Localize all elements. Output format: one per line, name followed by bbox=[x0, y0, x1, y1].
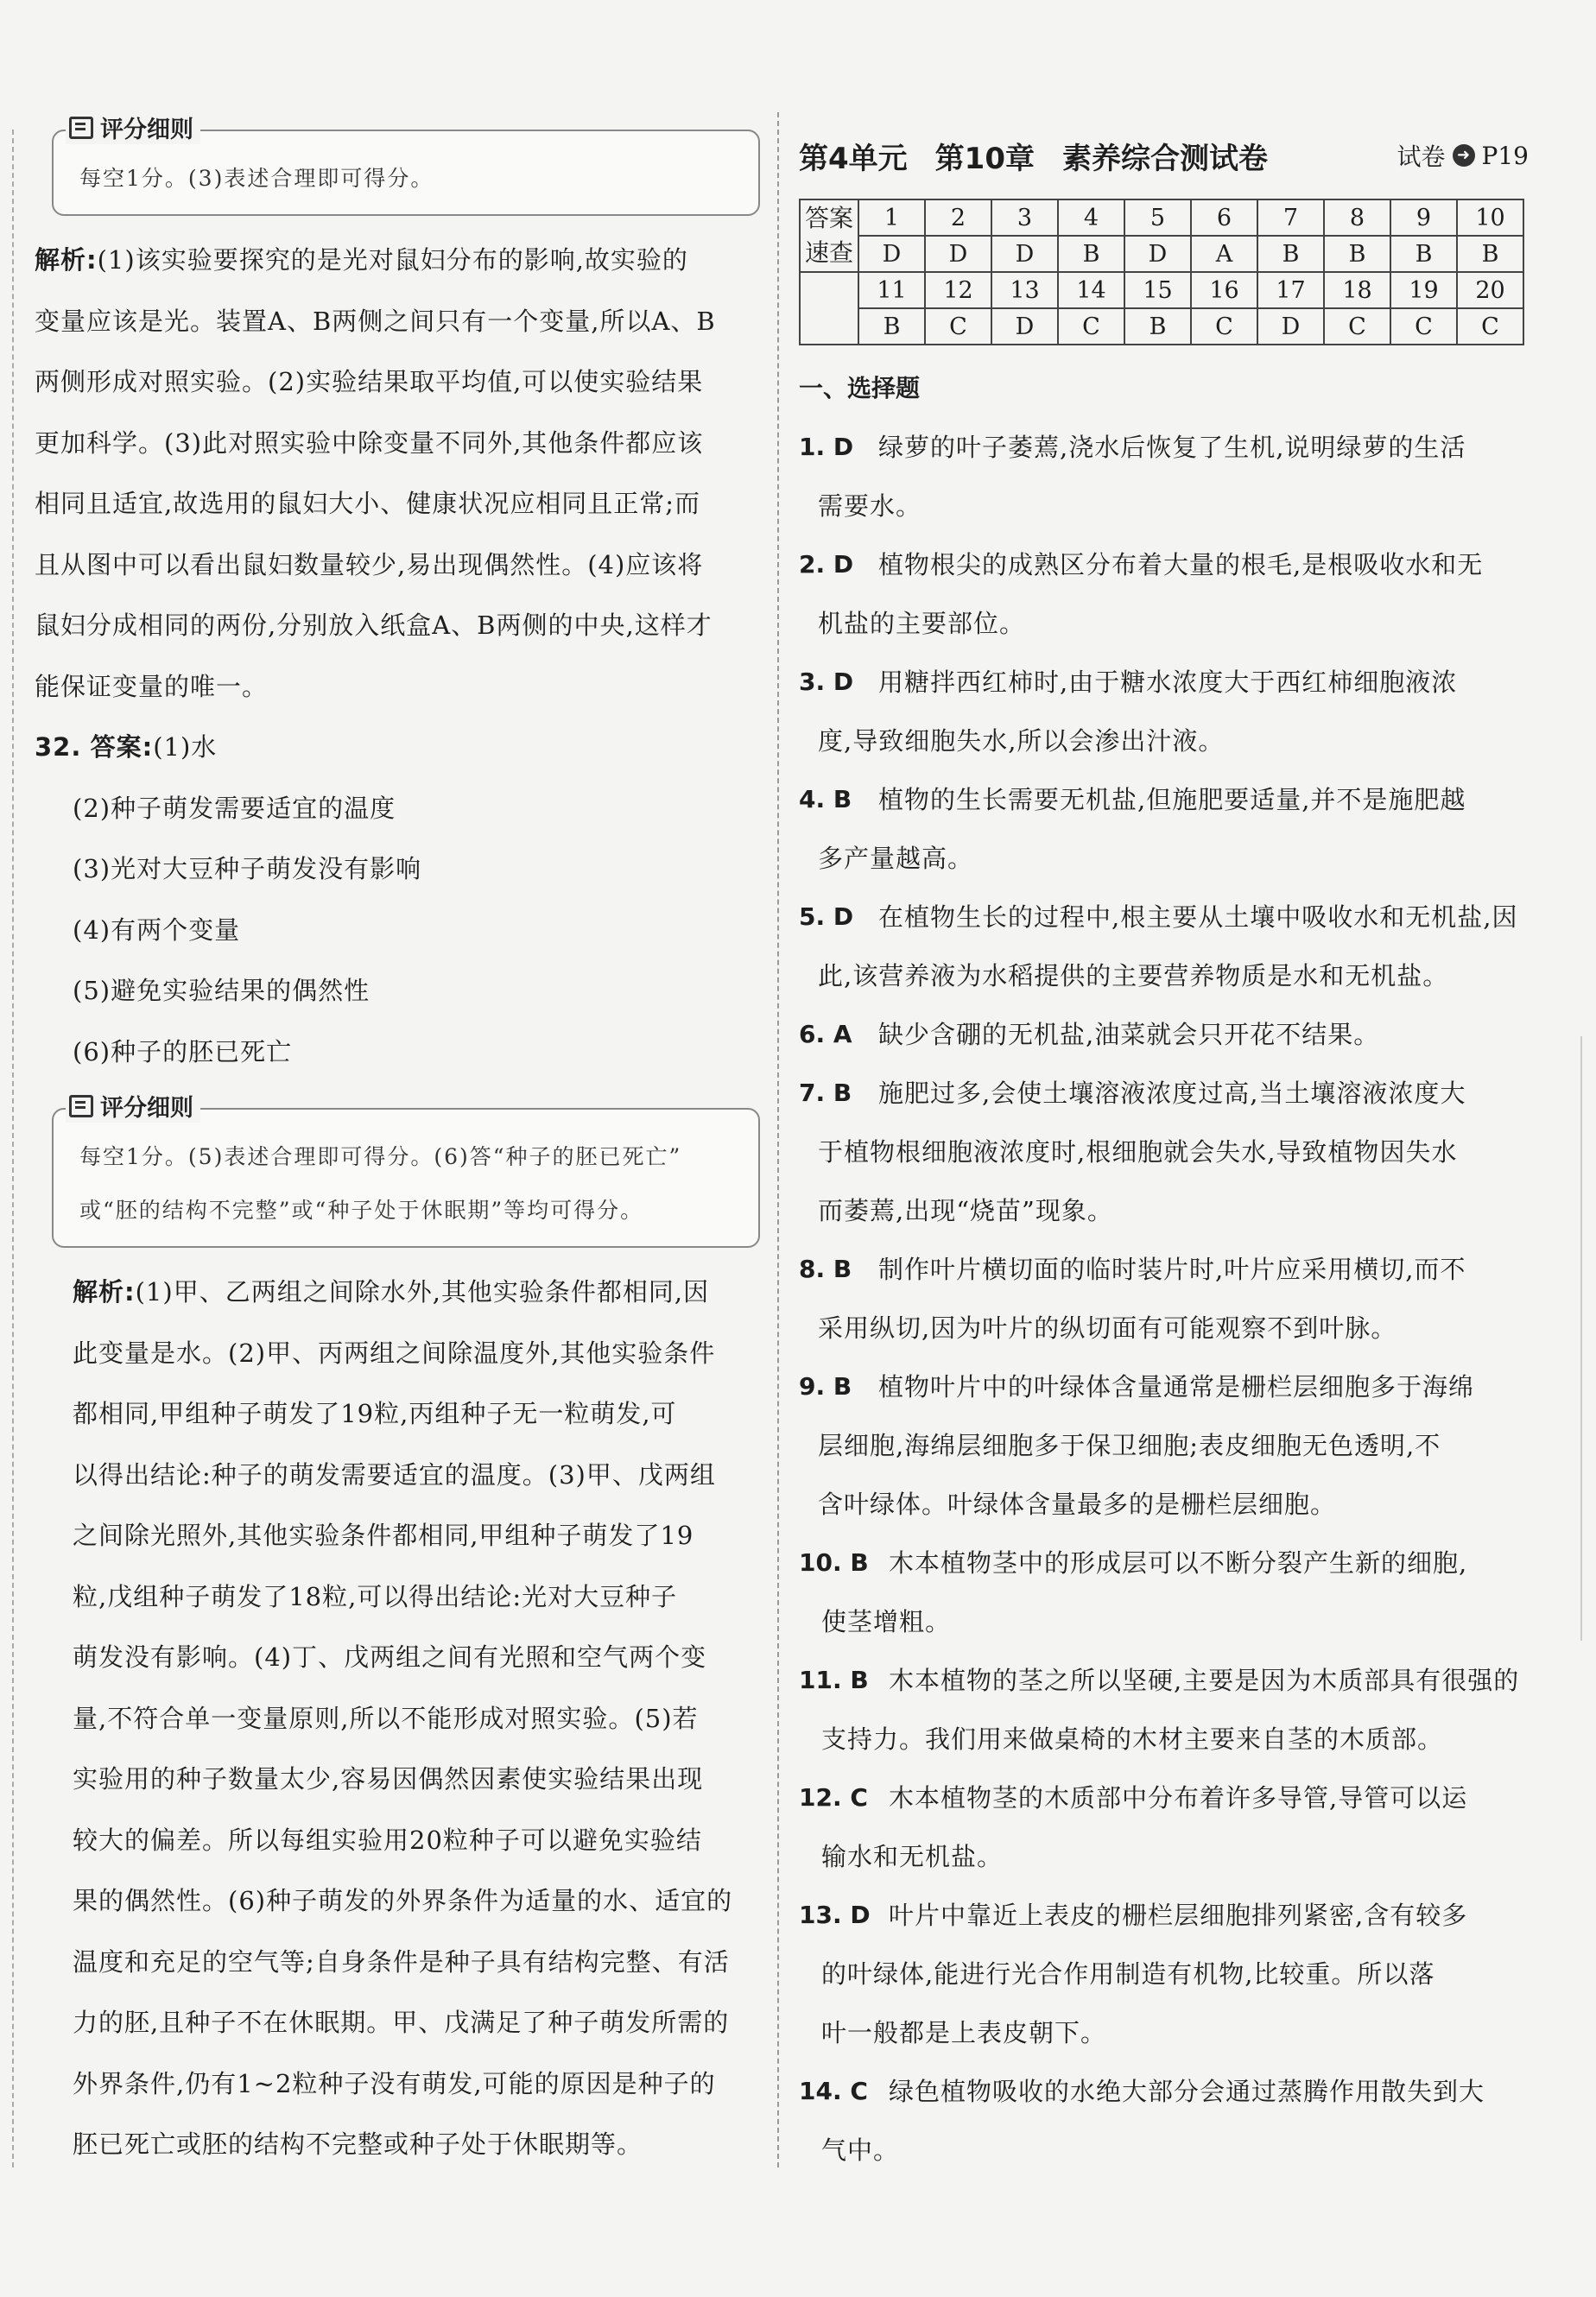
question-number: 6. A bbox=[799, 1020, 852, 1048]
question-number-cell: 10 bbox=[1457, 199, 1523, 236]
analysis-line: 相同且适宜,故选用的鼠妇大小、健康状况应相同且正常;而 bbox=[35, 489, 700, 518]
analysis-line: 胚已死亡或胚的结构不完整或种子处于休眠期等。 bbox=[73, 2129, 643, 2159]
question-item bbox=[799, 1651, 1529, 1769]
table-row bbox=[800, 236, 1523, 272]
question-number: 13. D bbox=[799, 1901, 871, 1929]
analysis-line: 能保证变量的唯一。 bbox=[35, 671, 269, 701]
question-explanation bbox=[878, 1005, 1529, 1064]
answer-cell: C bbox=[1191, 308, 1257, 345]
question-number-cell: 19 bbox=[1390, 272, 1457, 308]
column-divider bbox=[777, 112, 779, 2167]
explanation-line: 在植物生长的过程中,根主要从土壤中吸收水和无机盐,因 bbox=[878, 902, 1518, 932]
question-item bbox=[799, 653, 1529, 770]
section-heading: 一、选择题 bbox=[799, 374, 921, 402]
explanation-line: 层细胞,海绵层细胞多于保卫细胞;表皮细胞无色透明,不 bbox=[818, 1431, 1441, 1460]
question-number: 7. B bbox=[799, 1079, 852, 1107]
scoring-text: 每空1分。(3)表述合理即可得分。 bbox=[79, 166, 434, 191]
explanation-line: 气中。 bbox=[821, 2136, 900, 2165]
analysis-line: 量,不符合单一变量原则,所以不能形成对照实验。(5)若 bbox=[73, 1703, 699, 1733]
question-item bbox=[799, 1769, 1529, 1886]
right-column bbox=[799, 130, 1529, 2180]
question-item bbox=[799, 888, 1529, 1005]
question-number-cell: 2 bbox=[925, 199, 991, 236]
arrow-right-icon: ➜ bbox=[1453, 144, 1475, 167]
question-number: 12. C bbox=[799, 1783, 868, 1812]
table-row bbox=[800, 308, 1523, 345]
question-number-cell: 5 bbox=[1124, 199, 1191, 236]
answer-cell: B bbox=[1058, 236, 1124, 272]
clipboard-icon bbox=[69, 117, 93, 139]
analysis-line: 较大的偏差。所以每组实验用20粒种子可以避免实验结 bbox=[73, 1825, 702, 1855]
explanation-line: 而萎蔫,出现“烧苗”现象。 bbox=[818, 1196, 1113, 1225]
table-row bbox=[800, 272, 1523, 308]
explanation-line: 于植物根细胞液浓度时,根细胞就会失水,导致植物因失水 bbox=[818, 1137, 1458, 1167]
question-number-cell: 14 bbox=[1058, 272, 1124, 308]
question-number-cell: 1 bbox=[858, 199, 925, 236]
answer-cell: B bbox=[1124, 308, 1191, 345]
explanation-line: 采用纵切,因为叶片的纵切面有可能观察不到叶脉。 bbox=[818, 1313, 1397, 1343]
scoring-box-1 bbox=[52, 117, 760, 216]
explanation-line: 支持力。我们用来做桌椅的木材主要来自茎的木质部。 bbox=[821, 1724, 1444, 1754]
question-number: 5. D bbox=[799, 902, 854, 931]
analysis-block-2 bbox=[35, 1262, 760, 2175]
question-number-cell: 15 bbox=[1124, 272, 1191, 308]
question-number-cell: 6 bbox=[1191, 199, 1257, 236]
question-number-cell: 20 bbox=[1457, 272, 1523, 308]
answer-cell: D bbox=[991, 236, 1058, 272]
analysis-line: 之间除光照外,其他实验条件都相同,甲组种子萌发了19 bbox=[73, 1521, 694, 1550]
question-32 bbox=[35, 717, 760, 1082]
scoring-title: 评分细则 bbox=[66, 1089, 200, 1123]
table-label-spacer bbox=[800, 272, 858, 345]
question-number-cell: 18 bbox=[1324, 272, 1390, 308]
scoring-box-2 bbox=[52, 1095, 760, 1248]
question-number: 8. B bbox=[799, 1255, 852, 1283]
explanation-line: 需要水。 bbox=[818, 491, 922, 521]
answer-cell: D bbox=[991, 308, 1058, 345]
analysis-line: 更加科学。(3)此对照实验中除变量不同外,其他条件都应该 bbox=[35, 427, 704, 458]
analysis-line: 果的偶然性。(6)种子萌发的外界条件为适量的水、适宜的 bbox=[73, 1886, 733, 1915]
answer-cell: D bbox=[1257, 308, 1324, 345]
answer-cell: C bbox=[925, 308, 991, 345]
question-item bbox=[799, 1534, 1529, 1651]
answer-cell: C bbox=[1324, 308, 1390, 345]
analysis-line: 力的胚,且种子不在休眠期。甲、戊满足了种子萌发所需的 bbox=[73, 2008, 730, 2037]
scoring-text: 每空1分。(5)表述合理即可得分。(6)答“种子的胚已死亡” bbox=[79, 1144, 682, 1169]
chapter-label: 第10章 bbox=[934, 141, 1035, 176]
analysis-line: 鼠妇分成相同的两份,分别放入纸盒A、B两侧的中央,这样才 bbox=[35, 611, 712, 640]
explanation-line: 绿萝的叶子萎蔫,浇水后恢复了生机,说明绿萝的生活 bbox=[878, 433, 1466, 462]
question-item bbox=[799, 1005, 1529, 1064]
answer-cell: C bbox=[1457, 308, 1523, 345]
question-item bbox=[799, 418, 1529, 535]
answer-item: (4)有两个变量 bbox=[73, 914, 241, 945]
test-title: 素养综合测试卷 bbox=[1062, 141, 1268, 176]
test-header bbox=[799, 130, 1529, 181]
left-column bbox=[35, 104, 760, 2175]
question-number-cell: 13 bbox=[991, 272, 1058, 308]
answer-cell: C bbox=[1058, 308, 1124, 345]
left-margin-line bbox=[12, 130, 14, 2167]
question-item bbox=[799, 1357, 1529, 1534]
question-number-cell: 4 bbox=[1058, 199, 1124, 236]
analysis-block-1 bbox=[35, 230, 760, 717]
explanation-line: 植物的生长需要无机盐,但施肥要适量,并不是施肥越 bbox=[878, 785, 1466, 814]
question-item bbox=[799, 1886, 1529, 2062]
analysis-line: 此变量是水。(2)甲、丙两组之间除温度外,其他实验条件 bbox=[73, 1338, 716, 1368]
question-number: 14. C bbox=[799, 2077, 868, 2105]
question-number-cell: 8 bbox=[1324, 199, 1390, 236]
question-number-cell: 12 bbox=[925, 272, 991, 308]
question-item bbox=[799, 770, 1529, 888]
question-number-cell: 11 bbox=[858, 272, 925, 308]
answer-cell: B bbox=[1457, 236, 1523, 272]
explanation-line: 植物根尖的成熟区分布着大量的根毛,是根吸收水和无 bbox=[878, 550, 1484, 579]
explanation-line: 施肥过多,会使土壤溶液浓度过高,当土壤溶液浓度大 bbox=[878, 1079, 1466, 1108]
question-item bbox=[799, 1064, 1529, 1240]
analysis-line: 变量应该是光。装置A、B两侧之间只有一个变量,所以A、B bbox=[35, 306, 716, 336]
question-number: 9. B bbox=[799, 1372, 852, 1401]
q32-answer-line: 32. 答案:(1)水 bbox=[35, 732, 218, 762]
explanation-line: 木本植物的茎之所以坚硬,主要是因为木质部具有很强的 bbox=[889, 1666, 1520, 1695]
explanation-line: 植物叶片中的叶绿体含量通常是栅栏层细胞多于海绵 bbox=[878, 1372, 1475, 1402]
explanation-line: 叶一般都是上表皮朝下。 bbox=[821, 2018, 1107, 2047]
question-list bbox=[799, 418, 1529, 2180]
explanation-line: 用糖拌西红柿时,由于糖水浓度大于西红柿细胞液浓 bbox=[878, 668, 1458, 697]
answer-cell: B bbox=[858, 308, 925, 345]
analysis-line: 温度和充足的空气等;自身条件是种子具有结构完整、有活 bbox=[73, 1946, 730, 1977]
explanation-line: 含叶绿体。叶绿体含量最多的是栅栏层细胞。 bbox=[818, 1490, 1337, 1519]
question-item bbox=[799, 2062, 1529, 2180]
question-item bbox=[799, 535, 1529, 653]
question-number: 4. B bbox=[799, 785, 852, 813]
analysis-line: 解析:(1)该实验要探究的是光对鼠妇分布的影响,故实验的 bbox=[35, 245, 688, 275]
question-number-cell: 17 bbox=[1257, 272, 1324, 308]
analysis-line: 解析:(1)甲、乙两组之间除水外,其他实验条件都相同,因 bbox=[73, 1277, 710, 1307]
table-label: 答案 速查 bbox=[800, 199, 858, 272]
explanation-line: 缺少含硼的无机盐,油菜就会只开花不结果。 bbox=[878, 1020, 1380, 1049]
question-number-cell: 3 bbox=[991, 199, 1058, 236]
scoring-text: 或“胚的结构不完整”或“种子处于休眠期”等均可得分。 bbox=[79, 1198, 644, 1223]
analysis-line: 且从图中可以看出鼠妇数量较少,易出现偶然性。(4)应该将 bbox=[35, 549, 704, 579]
answer-cell: D bbox=[925, 236, 991, 272]
explanation-line: 输水和无机盐。 bbox=[821, 1842, 1004, 1871]
answer-item: (3)光对大豆种子萌发没有影响 bbox=[73, 854, 422, 883]
question-number: 11. B bbox=[799, 1666, 869, 1694]
explanation-line: 木本植物茎的木质部中分布着许多导管,导管可以运 bbox=[889, 1783, 1468, 1813]
explanation-line: 制作叶片横切面的临时装片时,叶片应采用横切,而不 bbox=[878, 1255, 1466, 1284]
explanation-line: 此,该营养液为水稻提供的主要营养物质是水和无机盐。 bbox=[818, 961, 1449, 990]
question-item bbox=[799, 1240, 1529, 1357]
explanation-line: 木本植物茎中的形成层可以不断分裂产生新的细胞, bbox=[889, 1548, 1468, 1578]
explanation-line: 叶片中靠近上表皮的栅栏层细胞排列紧密,含有较多 bbox=[889, 1901, 1468, 1930]
page-reference: 试卷 ➜ P19 bbox=[1396, 141, 1529, 171]
answer-item: (5)避免实验结果的偶然性 bbox=[73, 976, 370, 1005]
right-edge-line bbox=[1580, 1036, 1582, 1641]
analysis-line: 以得出结论:种子的萌发需要适宜的温度。(3)甲、戊两组 bbox=[73, 1459, 716, 1490]
analysis-line: 外界条件,仍有1~2粒种子没有萌发,可能的原因是种子的 bbox=[73, 2068, 716, 2098]
table-row bbox=[800, 199, 1523, 236]
explanation-line: 度,导致细胞失水,所以会渗出汁液。 bbox=[818, 726, 1225, 756]
scoring-title: 评分细则 bbox=[66, 111, 200, 144]
question-number-cell: 16 bbox=[1191, 272, 1257, 308]
answer-cell: D bbox=[1124, 236, 1191, 272]
analysis-line: 两侧形成对照实验。(2)实验结果取平均值,可以使实验结果 bbox=[35, 367, 704, 396]
answer-cell: A bbox=[1191, 236, 1257, 272]
analysis-line: 实验用的种子数量太少,容易因偶然因素使实验结果出现 bbox=[73, 1764, 704, 1794]
answer-quick-table bbox=[799, 199, 1524, 345]
question-number: 1. D bbox=[799, 433, 854, 461]
question-number: 2. D bbox=[799, 550, 854, 579]
analysis-line: 粒,戊组种子萌发了18粒,可以得出结论:光对大豆种子 bbox=[73, 1581, 678, 1611]
answer-item: (6)种子的胚已死亡 bbox=[73, 1036, 293, 1066]
question-number: 3. D bbox=[799, 668, 854, 696]
explanation-line: 多产量越高。 bbox=[818, 844, 974, 873]
answer-cell: D bbox=[858, 236, 925, 272]
clipboard-icon bbox=[69, 1095, 93, 1117]
analysis-line: 都相同,甲组种子萌发了19粒,丙组种子无一粒萌发,可 bbox=[73, 1399, 677, 1428]
answer-item: (2)种子萌发需要适宜的温度 bbox=[73, 793, 396, 823]
question-number-cell: 7 bbox=[1257, 199, 1324, 236]
explanation-line: 的叶绿体,能进行光合作用制造有机物,比较重。所以落 bbox=[821, 1959, 1435, 1989]
explanation-line: 机盐的主要部位。 bbox=[818, 609, 1026, 638]
explanation-line: 使茎增粗。 bbox=[821, 1607, 952, 1636]
unit-label: 第4单元 bbox=[799, 141, 908, 176]
answer-cell: C bbox=[1390, 308, 1457, 345]
question-number-cell: 9 bbox=[1390, 199, 1457, 236]
analysis-line: 萌发没有影响。(4)丁、戊两组之间有光照和空气两个变 bbox=[73, 1642, 707, 1672]
question-number: 10. B bbox=[799, 1548, 869, 1577]
explanation-line: 绿色植物吸收的水绝大部分会通过蒸腾作用散失到大 bbox=[889, 2077, 1485, 2106]
answer-cell: B bbox=[1324, 236, 1390, 272]
answer-cell: B bbox=[1390, 236, 1457, 272]
answer-cell: B bbox=[1257, 236, 1324, 272]
